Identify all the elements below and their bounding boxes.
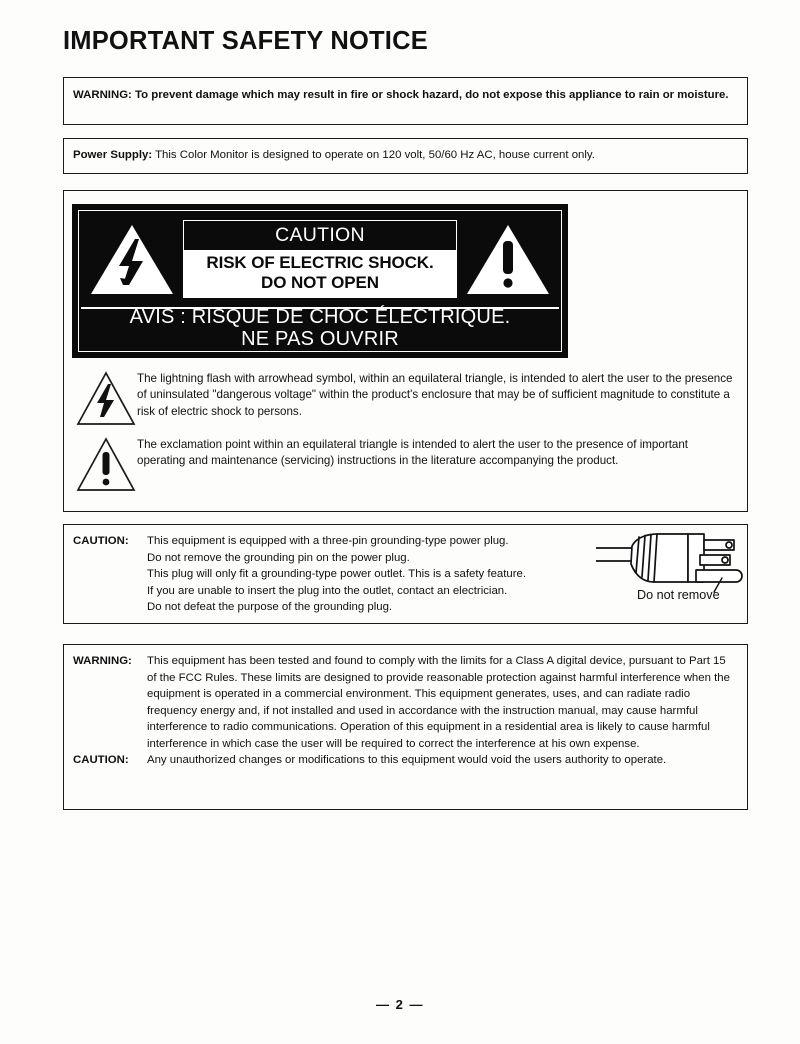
symbol-explanation-lightning-text: The lightning flash with arrowhead symbol, within an equilateral triangle, is intended to alert the user to the presence of uninsulated "dangerous voltage" within the product's enclosure that may be of sufficient magnitude to constitute a risk of electric shock to persons. [137,372,733,418]
risk-of-shock-text [184,250,456,296]
plug-do-not-remove-caption: Do not remove [637,588,720,602]
page-title: IMPORTANT SAFETY NOTICE [63,27,428,55]
symbol-explanation-exclamation [75,436,735,494]
electric-shock-caution-panel [72,204,568,358]
caution-wordmark-block [183,220,457,298]
power-supply-label: Power Supply: [73,149,153,161]
power-supply-body: This Color Monitor is designed to operate on 120 volt, 50/60 Hz AC, house current only. [155,149,595,161]
page-number: — 2 — [376,997,424,1012]
fcc-warning-body: This equipment has been tested and found to comply with the limits for a Class A digital device, pursuant to Part 15 of the FCC Rules. These limits are designed to provide reasonable protection against harmful interference when the equipment is operated in a commercial environment. This equipment generates, uses, and can radiate radio frequency energy and, if not installed and used in accordance with the instruction manual, may cause harmful interference to radio communications. Operation of this equipment in a residential area is likely to cause harmful interference in which case the user will be required to correct the interference at his own expense. [147,655,730,750]
fcc-caution-body: Any unauthorized changes or modifications to this equipment would void the users authority to operate. [147,754,667,767]
exclamation-triangle-icon [465,221,551,297]
grounding-caution-line: If you are unable to insert the plug into the outlet, contact an electrician. [147,584,508,597]
grounding-caution-text [73,533,593,616]
fcc-warning-label: WARNING: [73,655,132,667]
lightning-bolt-triangle-icon [75,370,137,428]
lightning-bolt-triangle-icon [89,221,175,297]
fcc-notice-text [73,653,738,769]
risk-line-1: RISK OF ELECTRIC SHOCK. [206,253,434,273]
warning-moisture-body: To prevent damage which may result in fire or shock hazard, do not expose this appliance to rain or moisture. [135,89,729,101]
symbol-explanation-exclamation-text: The exclamation point within an equilateral triangle is intended to alert the user to the presence of important operating and maintenance (servicing) instructions in the literature accompanying the product. [137,438,689,468]
grounding-caution-label: CAUTION: [73,535,129,547]
caution-panel-top-row [79,211,561,307]
risk-line-2: DO NOT OPEN [261,273,379,293]
three-pin-power-plug-illustration [596,528,748,618]
symbol-explanation-lightning [75,370,735,428]
grounding-caution-line: Do not remove the grounding pin on the power plug. [147,551,410,564]
warning-moisture-label: WARNING: [73,89,132,101]
fcc-caution-label: CAUTION: [73,754,129,767]
caution-panel-bottom-row [79,307,561,349]
avis-line-2: NE PAS OUVRIR [241,328,399,350]
caution-panel-inner-border [78,210,562,352]
power-supply-text [73,147,735,164]
warning-moisture-text [73,87,735,104]
avis-text [130,306,511,351]
exclamation-triangle-icon [75,436,137,494]
grounding-caution-line: This plug will only fit a grounding-type power outlet. This is a safety feature. [147,568,527,581]
grounding-caution-line: Do not defeat the purpose of the grounding plug. [147,601,393,614]
grounding-caution-line: This equipment is equipped with a three-pin grounding-type power plug. [147,535,509,547]
caution-word: CAUTION [184,221,456,250]
avis-line-1: AVIS : RISQUE DE CHOC ÉLECTRIQUE. [129,305,511,328]
